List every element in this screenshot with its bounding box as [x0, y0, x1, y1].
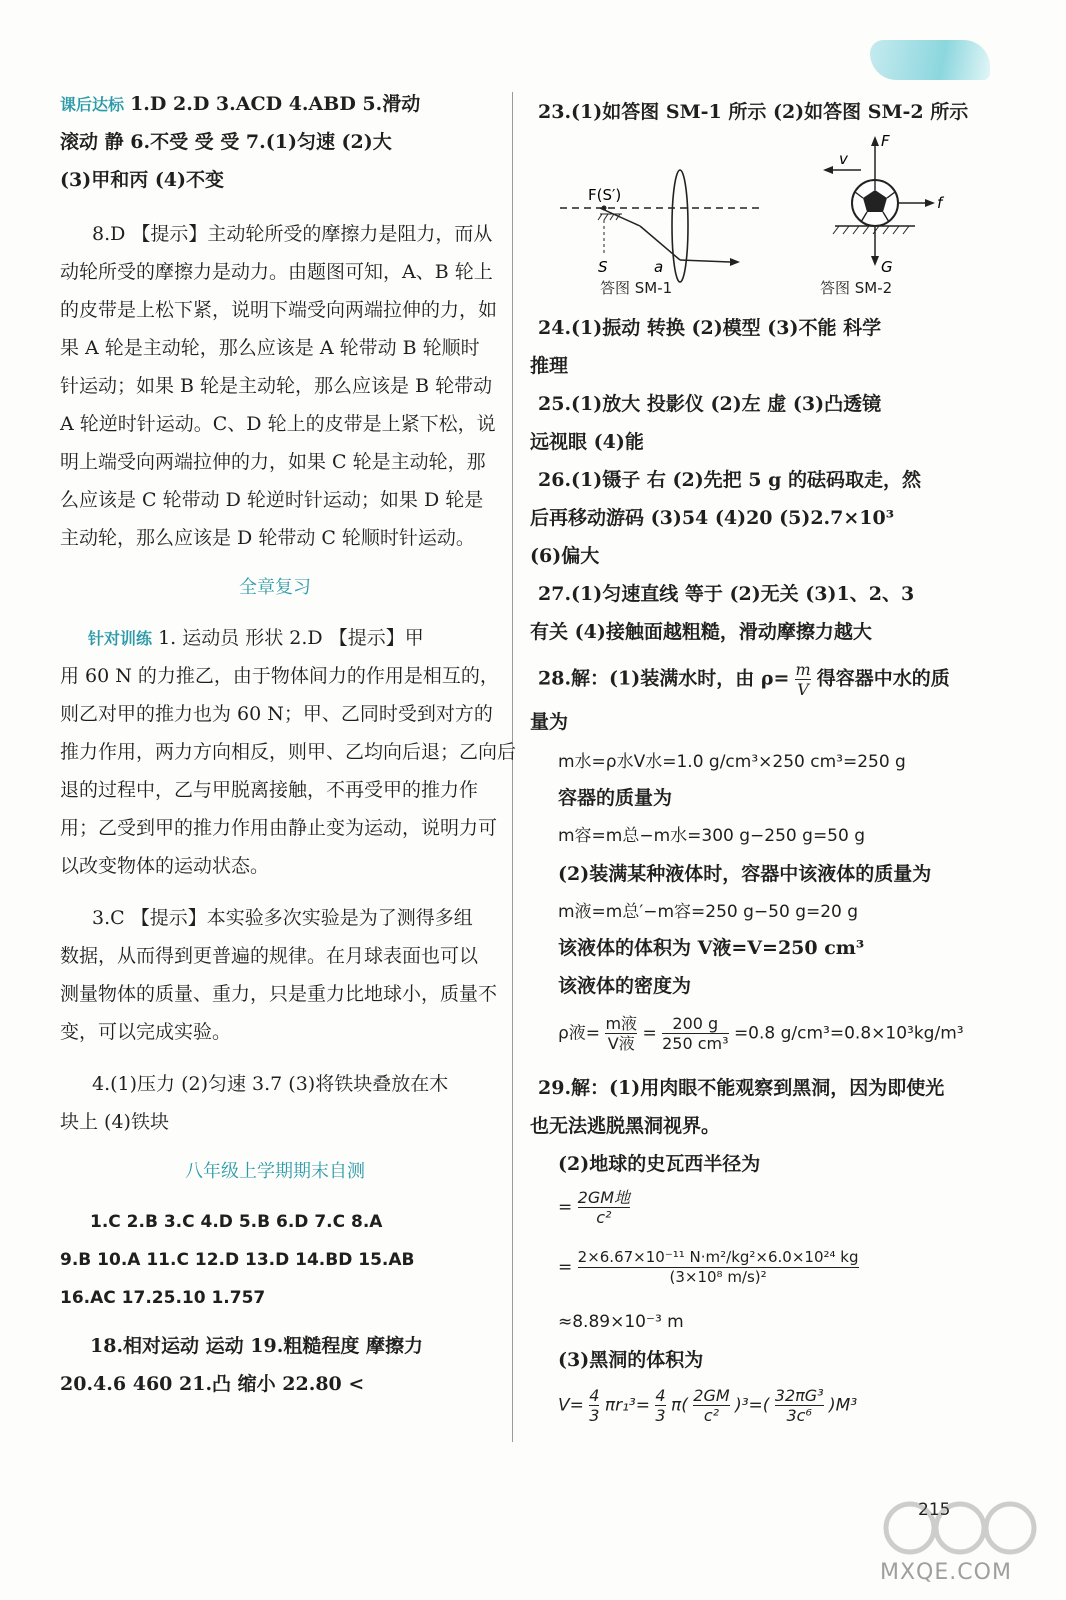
- answer-text: 推理: [530, 355, 569, 377]
- fraction: [655, 1386, 665, 1425]
- hint-text: 3.C 【提示】本实验多次实验是为了测得多组: [92, 907, 473, 929]
- solution-text: (2)装满某种液体时，容器中该液体的质量为: [558, 863, 932, 885]
- answer-text: 滚动 静 6.不受 受 受 7.(1)匀速 (2)大: [60, 131, 392, 153]
- fraction-denominator: 3: [589, 1406, 600, 1425]
- answer-text: 1. 运动员 形状 2.D 【提示】甲: [158, 627, 424, 649]
- solution-text: 量为: [530, 711, 569, 733]
- answer-text: 有关 (4)接触面越粗糙，滑动摩擦力越大: [530, 621, 872, 643]
- fraction-numerator: 2GM: [693, 1386, 730, 1405]
- formula-text: ρ液=: [558, 1023, 601, 1044]
- hint-text: 么应该是 C 轮带动 D 轮逆时针运动；如果 D 轮是: [60, 489, 484, 511]
- watermark-text: MXQE.COM: [880, 1560, 1012, 1585]
- section-tag: 课后达标: [60, 95, 125, 114]
- formula: m容=m总−m水=300 g−250 g=50 g: [558, 826, 866, 846]
- formula: [558, 1386, 857, 1425]
- fraction-denominator: c²: [596, 1208, 612, 1227]
- hint-text: 明上端受向两端拉伸的力，如果 C 轮是主动轮，那: [60, 451, 486, 473]
- fig2-label-F: F: [881, 132, 890, 150]
- formula-text: =: [558, 1257, 573, 1278]
- hint-text: 推力作用，两力方向相反，则甲、乙均向后退；乙向后: [60, 741, 517, 763]
- line: [88, 626, 424, 651]
- section-heading: 全章复习: [239, 577, 311, 598]
- fraction-denominator: 250 cm³: [662, 1034, 729, 1053]
- fraction: [775, 1386, 824, 1425]
- formula-text: )³=(: [735, 1395, 770, 1416]
- answer-text: 1.D 2.D 3.ACD 4.ABD 5.滑动: [130, 93, 421, 115]
- fraction: [795, 660, 810, 699]
- answer-text: 4.(1)压力 (2)匀速 3.7 (3)将铁块叠放在木: [92, 1073, 449, 1095]
- fig2-label-v: v: [839, 150, 848, 168]
- solution-text: 也无法逃脱黑洞视界。: [530, 1115, 721, 1137]
- formula: m液=m总′−m容=250 g−50 g=20 g: [558, 902, 859, 922]
- solution-text: 该液体的体积为 V液=V=250 cm³: [558, 937, 865, 959]
- formula: [558, 1248, 859, 1287]
- answer-text: 26.(1)镊子 右 (2)先把 5 g 的砝码取走，然: [538, 469, 922, 491]
- answer-text: (6)偏大: [530, 545, 600, 567]
- figure-caption: 答图 SM-2: [820, 279, 893, 297]
- fraction-denominator: (3×10⁸ m/s)²: [669, 1268, 767, 1286]
- fraction-numerator: 4: [589, 1386, 600, 1405]
- fraction: [578, 1248, 859, 1287]
- formula-text: =0.8 g/cm³=0.8×10³kg/m³: [733, 1023, 964, 1044]
- answer-text: 24.(1)振动 转换 (2)模型 (3)不能 科学: [538, 317, 882, 339]
- page-number: 215: [918, 1500, 951, 1520]
- answer-text: 18.相对运动 运动 19.粗糙程度 摩擦力: [90, 1335, 423, 1357]
- answer-text: 1.C 2.B 3.C 4.D 5.B 6.D 7.C 8.A: [90, 1212, 383, 1232]
- fraction-denominator: V: [797, 680, 809, 699]
- section-tag: 针对训练: [88, 629, 153, 648]
- fraction: [693, 1386, 729, 1425]
- solution-text: 该液体的密度为: [558, 975, 692, 997]
- hint-text: 则乙对甲的推力也为 60 N；甲、乙同时受到对方的: [60, 703, 493, 725]
- answer-text: 后再移动游码 (3)54 (4)20 (5)2.7×10³: [530, 507, 895, 529]
- column-divider: [512, 92, 513, 1442]
- figure-sm2-ball-forces: [775, 132, 965, 282]
- formula: [558, 1188, 630, 1227]
- solution-text: 29.解：(1)用肉眼不能观察到黑洞，因为即使光: [538, 1077, 945, 1099]
- hint-text: 以改变物体的运动状态。: [60, 855, 270, 877]
- fraction-denominator: c²: [703, 1406, 720, 1425]
- hint-text: 用 60 N 的力推乙，由于物体间力的作用是相互的，: [60, 665, 499, 687]
- answer-text: (3)甲和丙 (4)不变: [60, 169, 225, 191]
- fig2-label-f: f: [937, 194, 943, 212]
- fraction-numerator: 4: [655, 1386, 666, 1405]
- fraction-denominator: 3: [655, 1406, 666, 1425]
- fraction-numerator: 2×6.67×10⁻¹¹ N·m²/kg²×6.0×10²⁴ kg: [577, 1248, 859, 1266]
- hint-text: 数据，从而得到更普遍的规律。在月球表面也可以: [60, 945, 479, 967]
- hint-text: 动轮所受的摩擦力是动力。由题图可知，A、B 轮上: [60, 261, 493, 283]
- answer-text: 20.4.6 460 21.凸 缩小 22.80 <: [60, 1373, 365, 1395]
- section-heading: 八年级上学期期末自测: [185, 1161, 365, 1182]
- fig1-label-f: F(S′): [588, 186, 622, 204]
- formula-text: )M³: [829, 1395, 858, 1416]
- corner-decoration: [870, 40, 990, 80]
- hint-text: 果 A 轮是主动轮，那么应该是 A 轮带动 B 轮顺时: [60, 337, 480, 359]
- formula-text: =: [642, 1023, 657, 1044]
- formula: [558, 1014, 964, 1053]
- figure-caption: 答图 SM-1: [600, 279, 673, 297]
- solution-text: 28.解：(1)装满水时，由 ρ=: [538, 667, 790, 690]
- fraction-denominator: V液: [607, 1034, 635, 1053]
- hint-text: 的皮带是上松下紧，说明下端受向两端拉伸的力，如: [60, 299, 498, 321]
- answer-text: 25.(1)放大 投影仪 (2)左 虚 (3)凸透镜: [538, 393, 882, 415]
- fraction-numerator: 32πG³: [774, 1386, 824, 1405]
- formula-text: π(: [670, 1395, 688, 1416]
- hint-text: 主动轮，那么应该是 D 轮带动 C 轮顺时针运动。: [60, 527, 475, 549]
- formula-text: =: [558, 1197, 573, 1218]
- solution-text: (3)黑洞的体积为: [558, 1349, 704, 1371]
- hint-text: 针运动；如果 B 轮是主动轮，那么应该是 B 轮带动: [60, 375, 493, 397]
- fraction: [578, 1188, 630, 1227]
- solution-text: (2)地球的史瓦西半径为: [558, 1153, 761, 1175]
- formula: m水=ρ水V水=1.0 g/cm³×250 cm³=250 g: [558, 752, 906, 772]
- fraction-numerator: 2GM地: [577, 1188, 631, 1207]
- fraction-numerator: m: [795, 660, 811, 679]
- fraction: [662, 1014, 728, 1053]
- answer-text: 23.(1)如答图 SM-1 所示 (2)如答图 SM-2 所示: [538, 101, 969, 123]
- fig2-label-G: G: [881, 258, 893, 276]
- fraction-numerator: m液: [605, 1014, 638, 1033]
- hint-text: A 轮逆时针运动。C、D 轮上的皮带是上紧下松，说: [60, 413, 496, 435]
- fraction-denominator: 3c⁶: [786, 1406, 812, 1425]
- figure-sm1-lens-diagram: [560, 164, 760, 294]
- solution-line: [538, 660, 950, 699]
- formula-text: πr₁³=: [604, 1395, 650, 1416]
- hint-text: 用；乙受到甲的推力作用由静止变为运动，说明力可: [60, 817, 498, 839]
- hint-text: 变，可以完成实验。: [60, 1021, 232, 1043]
- line: [60, 92, 420, 117]
- fig1-label-a: a: [654, 258, 664, 276]
- answer-text: 块上 (4)铁块: [60, 1111, 169, 1133]
- hint-text: 测量物体的质量、重力，只是重力比地球小，质量不: [60, 983, 498, 1005]
- fraction-numerator: 200 g: [662, 1014, 728, 1034]
- fraction: [605, 1014, 637, 1053]
- hint-text: 8.D 【提示】主动轮所受的摩擦力是阻力，而从: [92, 223, 493, 245]
- hint-text: 退的过程中，乙与甲脱离接触，不再受甲的推力作: [60, 779, 479, 801]
- formula-text: V=: [558, 1395, 584, 1416]
- fraction: [589, 1386, 599, 1425]
- answer-text: 远视眼 (4)能: [530, 431, 644, 453]
- formula: ≈8.89×10⁻³ m: [558, 1312, 684, 1332]
- answer-text: 9.B 10.A 11.C 12.D 13.D 14.BD 15.AB: [60, 1250, 415, 1270]
- fig1-label-s: S: [598, 258, 608, 276]
- answer-text: 27.(1)匀速直线 等于 (2)无关 (3)1、2、3: [538, 583, 915, 605]
- solution-text: 得容器中水的质: [816, 667, 950, 690]
- answer-text: 16.AC 17.25.10 1.757: [60, 1288, 266, 1308]
- solution-text: 容器的质量为: [558, 787, 673, 809]
